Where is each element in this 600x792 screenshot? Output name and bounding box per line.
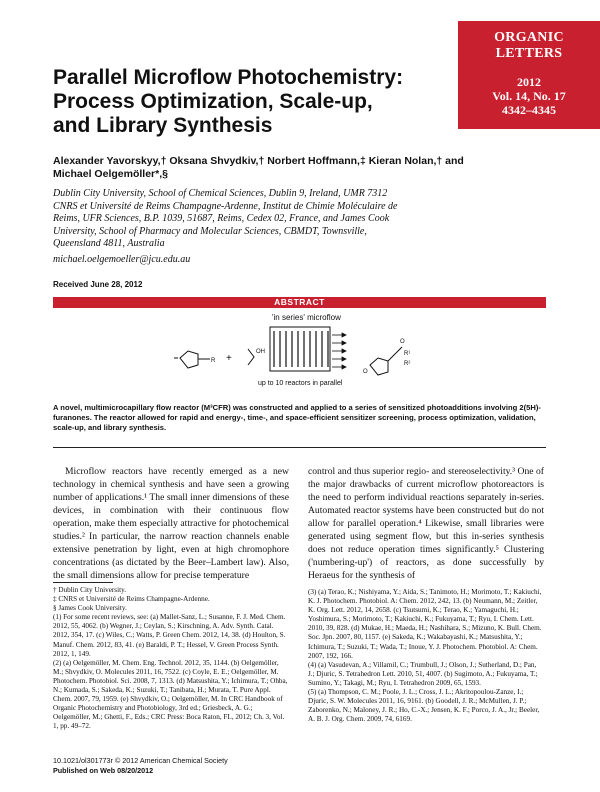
footnote: (3) (a) Terao, K.; Nishiyama, Y.; Aida, S.; Tanimoto, H.; Morimoto, T.; Kakiuchi, K. J. Photochem. Photobiol. A: Chem. 2012, 242, 13. (b) Neumann, M.; Zeitler, K. Org. Lett. 2012, 14, 2658. (c) Tsutsumi, K.; Terao, K.; Yamaguchi, H.; Yoshimura, S.; Morimoto, T.; Kakiuchi, K.; Fukuyama, T.; Ryu, I. Chem. Lett. 2010, 39, 828. (d) Mukae, H.; Maeda, H.; Nashihara, S.; Mizuno, K. Bull. Chem. Soc. Jpn. 2007, 80, 1157. (e) Sakeda, K.; Wakabayashi, K.; Matsushita, Y.; Ichimura, T.; Suzuki, T.; Wada, T.; Inoue, Y. J. Photochem. Photobiol. A: Chem. 2007, 192, 166. [308, 588, 542, 660]
footnote-divider [53, 582, 113, 583]
svg-text:R²: R² [404, 361, 411, 367]
svg-text:R¹: R¹ [404, 351, 411, 357]
reactor-array-icon [270, 327, 346, 371]
footnote: (1) For some recent reviews, see: (a) Mallet-Sanz, L.; Susanne, F. J. Med. Chem. 2012, 55, 4062. (b) Wegner, J.; Ceylan, S.; Kirschning, A. Adv. Synth. Catal. 2012, 354, 17. (c) Wiles, C.; Watts, P. Green Chem. 2012, 14, 38. (d) Houlton, S. Manuf. Chem. 2012, 83, 41. (e) Baraldi, P. T.; Hessel, V. Green Process Synth. 2012, 1, 149. [53, 613, 286, 658]
affiliations: Dublin City University, School of Chemical Sciences, Dublin 9, Ireland, UMR 7312 CNRS et Université de Reims Champagne-Ardenne, Institut de Chimie Moléculaire de Reims, UFR Sciences, B.P. 1039, 51687, Reims, Cedex 02, France, and James Cook University, School of Pharmacy and Molecular Sciences, CBMDT, Townsville, Queensland 4811, Australia [53, 188, 398, 249]
journal-year: 2012 [517, 75, 541, 89]
journal-pages: 4342–4345 [502, 103, 556, 117]
footnotes-right [308, 588, 544, 724]
abstract-text: A novel, multimicrocapillary flow reactor (M³CFR) was constructed and applied to a series of sensitized photoadditions involving 2(5H)-furanones. The reactor allowed for rapid and energy-, time-, and space-efficient sensitizer screening, process optimization, validation, scale-up, and library synthesis. [53, 403, 541, 432]
footnote: (5) (a) Thompson, C. M.; Poole, J. L.; Cross, J. L.; Akritopoulou-Zanze, I.; Djuric, S. W. Molecules 2011, 16, 9161. (b) Goodell, J. R.; McMullen, J. P.; Zaborenko, N.; Maloney, J. R.; Ho, C.-X.; Jensen, K. F.; Porco, J. A., Jr.; Beeler, A. B. J. Org. Chem. 2009, 74, 6169. [308, 688, 540, 724]
svg-text:O: O [363, 369, 368, 375]
footnotes-left [53, 586, 289, 732]
footnote: (4) (a) Vasudevan, A.; Villamil, C.; Trumbull, J.; Olson, J.; Sutherland, D.; Pan, J.; Djuric, S. Tetrahedron Lett. 2010, 51, 4007. (b) Sugimoto, A.; Fukuyama, T.; Sumino, Y.; Takagi, M.; Ryu, I. Tetrahedron 2009, 65, 1593. [308, 660, 538, 687]
corresponding-email[interactable]: michael.oelgemoeller@jcu.edu.au [53, 254, 191, 265]
journal-name-line2: LETTERS [495, 46, 563, 61]
svg-text:R: R [211, 358, 216, 364]
toc-bottom-label: up to 10 reactors in parallel [258, 380, 343, 387]
journal-name-line1: ORGANIC [494, 30, 564, 45]
svg-text:OH: OH [256, 349, 265, 355]
svg-text:O: O [400, 339, 405, 345]
journal-volume-issue: Vol. 14, No. 17 [492, 89, 566, 103]
received-date: Received June 28, 2012 [53, 280, 143, 289]
furanone-structure-icon [174, 351, 216, 368]
doi-line[interactable]: 10.1021/ol301773r © 2012 American Chemical Society [53, 756, 228, 765]
journal-banner [458, 21, 600, 129]
footnote: § James Cook University. [53, 604, 127, 613]
title-line: Parallel Microflow Photochemistry: [53, 66, 404, 89]
author-list: Alexander Yavorskyy,† Oksana Shvydkiv,† Norbert Hoffmann,‡ Kieran Nolan,† and Michael Oelgemöller*,§ [53, 155, 464, 180]
alcohol-structure-icon [248, 349, 265, 365]
published-date: Published on Web 08/20/2012 [53, 766, 154, 775]
footnote: † Dublin City University. [53, 586, 127, 594]
body-column-right: control and thus superior regio- and stereoselectivity.³ One of the major drawbacks of current microflow photoreactors is the need to perform individual reactions separately in-series. Automated reactor systems have been constructed but do not allow for parallel operation.⁴ Likewise, small libraries were generated using segment flow, but this in-series synthesis does not reduce operation times significantly.⁵ Clustering ('numbering-up') of reactors, as done successfully by Heraeus for the synthesis of [308, 466, 544, 581]
product-structure-icon [363, 339, 410, 375]
footnote: (2) (a) Oelgemöller, M. Chem. Eng. Technol. 2012, 35, 1144. (b) Oelgemöller, M.; Shvydkiv, O. Molecules 2011, 16, 7522. (c) Coyle, E. E.; Oelgemöller, M. Photochem. Photobiol. Sci. 2008, 7, 1313. (d) Matsushita, Y.; Ichimura, T.; Ohba, N.; Kumada, S.; Sakeda, K.; Suzuki, T.; Tanibata, H.; Murata, T. Pure Appl. Chem. 2007, 79, 1959. (e) Shvydkiv, O.; Oelgemöller, M. In CRC Handbook of Organic Photochemistry and Photobiology, 3rd ed.; Griesbeck, A. G.; Oelgemöller, M.; Ghetti, F., Eds.; CRC Press: Boca Raton, FL, 2012; Ch. 3, Vol. 1, pp. 49–72. [53, 658, 288, 731]
title-line: and Library Synthesis [53, 114, 273, 137]
title-line: Process Optimization, Scale-up, [53, 90, 373, 113]
toc-top-label: 'in series' microflow [272, 313, 341, 322]
paper-title [53, 66, 404, 138]
body-column-left: Microflow reactors have recently emerged as a new technology in chemical synthesis and have seen a growing number of applications.¹ The small inner dimensions of these devices, in combination with their continuous flow operation, make them especially attractive for photochemical studies.² In particular, the narrow reaction channels enable extensive penetration by light, even at high chromophore concentrations (as dictated by the Beer–Lambert law). Also, the small dimensions allow for precise temperature [53, 466, 289, 581]
abstract-divider [53, 447, 546, 448]
abstract-heading: ABSTRACT [53, 297, 546, 308]
footnote: ‡ CNRS et Université de Reims Champagne-Ardenne. [53, 595, 210, 604]
svg-text:+: + [226, 353, 232, 364]
